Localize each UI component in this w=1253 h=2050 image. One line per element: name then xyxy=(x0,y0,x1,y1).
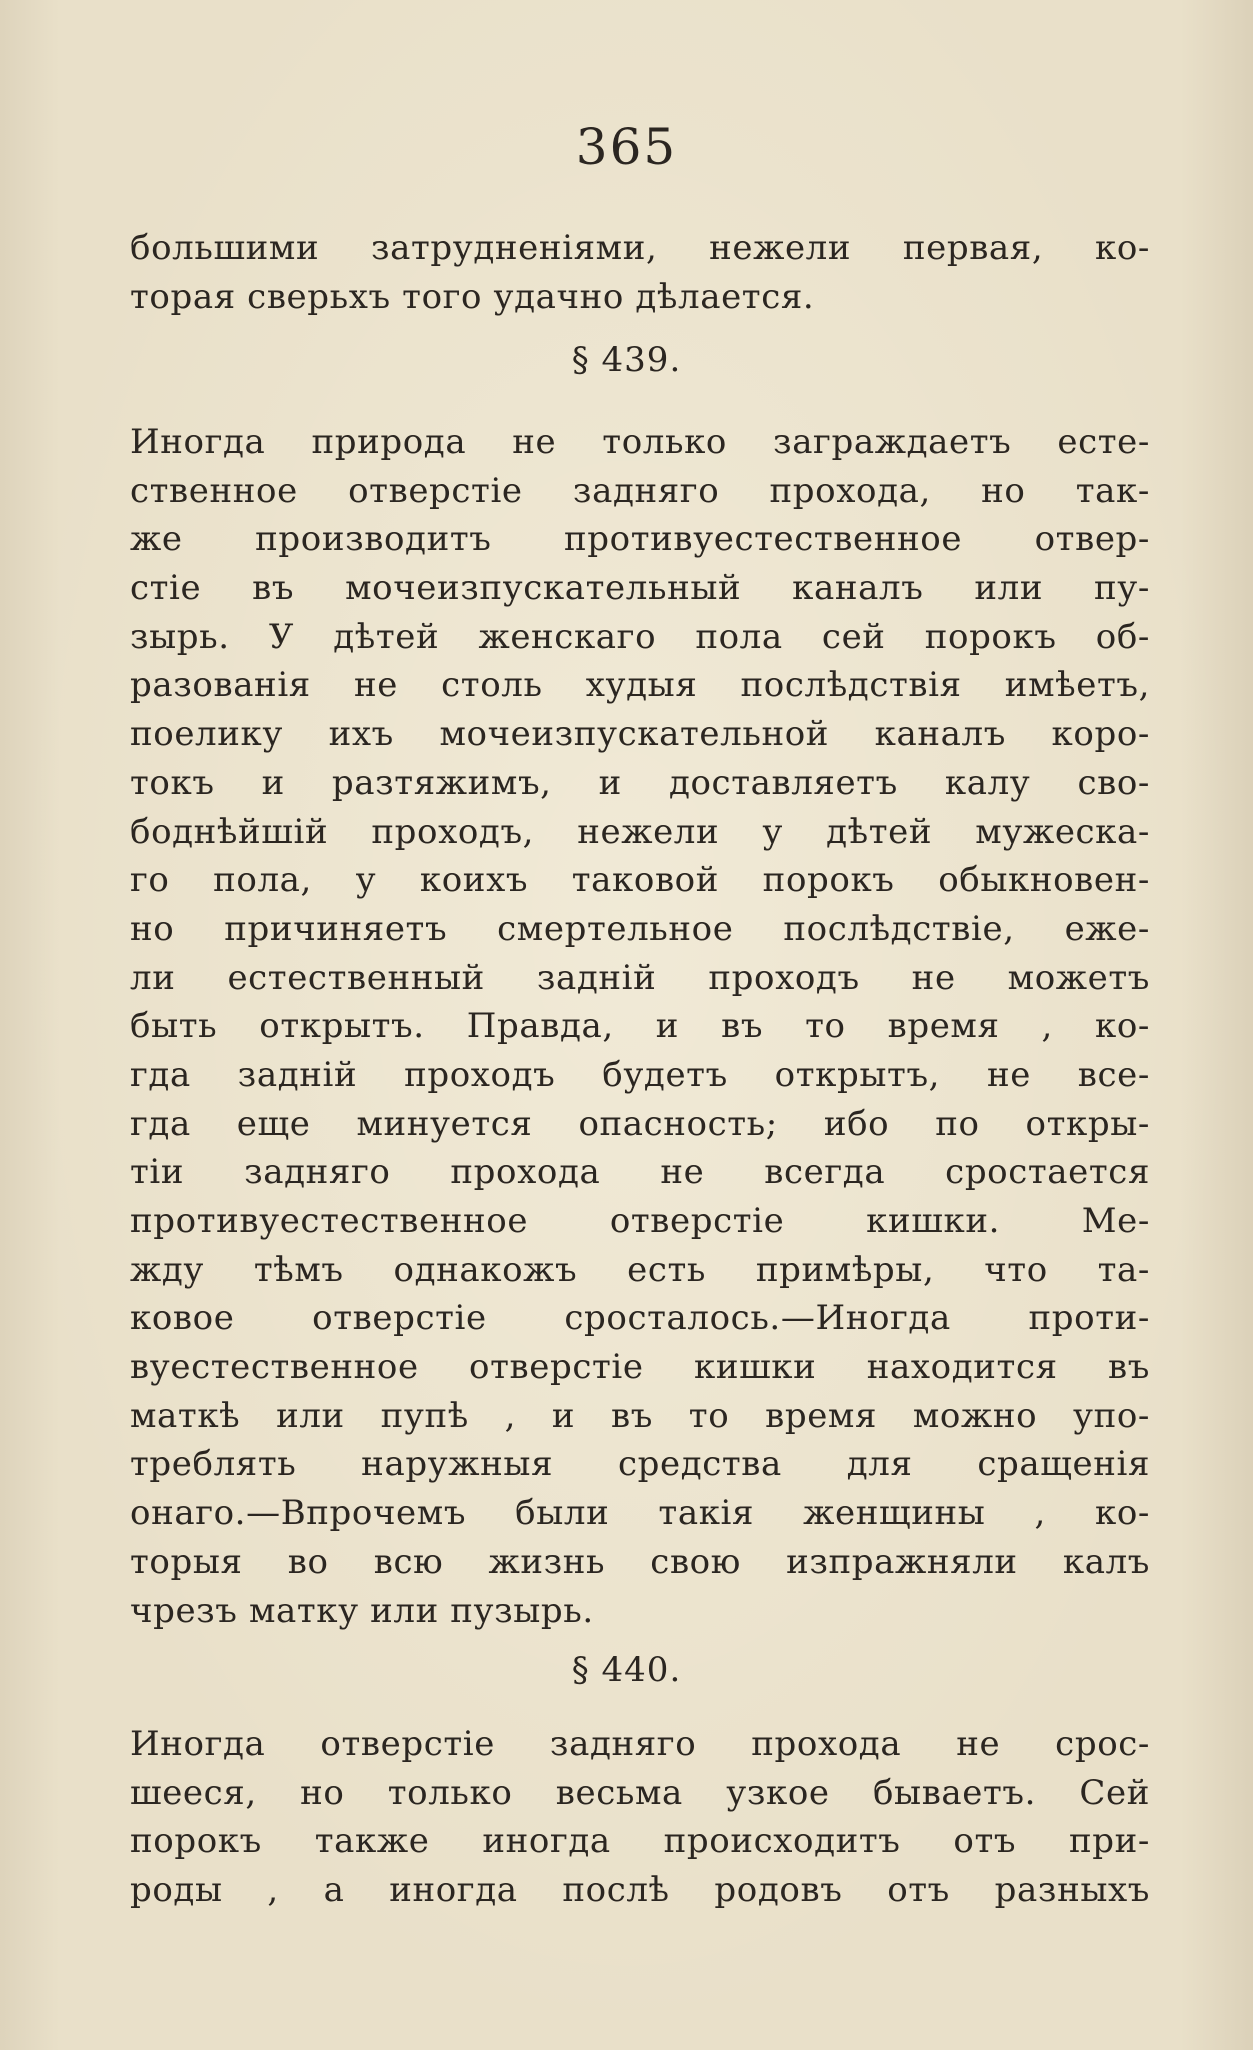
text-line: боднѣйшiй проходъ, нежели у дѣтей мужеска- xyxy=(130,811,1150,852)
text-line: большими затрудненiями, нежели первая, ко- xyxy=(130,228,1150,268)
text-line: но причиняетъ смертельное послѣдствiе, еже- xyxy=(130,908,1150,949)
text-line: вуестественное отверстiе кишки находится въ xyxy=(130,1347,1150,1388)
text-line: треблять наружныя средства для сращенiя xyxy=(130,1444,1150,1485)
text-line: жду тѣмъ однакожъ есть примѣры, что та- xyxy=(130,1249,1150,1290)
page-number: 365 xyxy=(575,118,678,176)
text-line: маткѣ или пупѣ , и въ то время можно упо- xyxy=(130,1395,1150,1436)
text-line: гда заднiй проходъ будетъ открытъ, не все- xyxy=(130,1054,1150,1095)
text-line: ли естественный заднiй проходъ не можетъ xyxy=(130,957,1150,998)
text-line: торая сверьхъ того удачно дѣлается. xyxy=(130,276,815,317)
text-line: тiи задняго прохода не всегда сростается xyxy=(130,1152,1150,1193)
text-line: зырь. У дѣтей женскаго пола сей порокъ об- xyxy=(130,616,1150,657)
text-line: поелику ихъ мочеизпускательной каналъ коро- xyxy=(130,714,1150,755)
text-line: роды , а иногда послѣ родовъ отъ разныхъ xyxy=(130,1870,1150,1911)
text-line: токъ и разтяжимъ, и доставляетъ калу сво- xyxy=(130,762,1150,803)
text-line: торыя во всю жизнь свою изпражняли калъ xyxy=(130,1541,1150,1582)
paragraph-section-440 xyxy=(130,1720,1150,1915)
text-line: онаго.—Впрочемъ были такiя женщины , ко- xyxy=(130,1493,1150,1534)
text-line: го пола, у коихъ таковой порокъ обыкновен- xyxy=(130,860,1150,901)
text-line: же производитъ противуестественное отвер- xyxy=(130,519,1150,560)
text-line: Иногда отверстiе задняго прохода не срос- xyxy=(130,1724,1150,1764)
text-line: ственное отверстiе задняго прохода, но так- xyxy=(130,470,1150,511)
paragraph-continuation xyxy=(130,224,1150,321)
text-line: шееся, но только весьма узкое бываетъ. Сей xyxy=(130,1772,1150,1813)
text-line: быть открытъ. Правда, и въ то время , ко- xyxy=(130,1006,1150,1047)
text-line: ковое отверстiе сросталось.—Иногда проти- xyxy=(130,1298,1150,1339)
text-line: противуестественное отверстiе кишки. Ме- xyxy=(130,1201,1150,1241)
section-heading-439: § 439. xyxy=(571,340,682,380)
text-line: порокъ также иногда происходитъ отъ при- xyxy=(130,1821,1150,1862)
text-line: разованiя не столь худыя послѣдствiя имѣетъ, xyxy=(130,665,1150,706)
text-line: чрезъ матку или пузырь. xyxy=(130,1590,594,1631)
section-heading-440: § 440. xyxy=(571,1650,682,1690)
text-line: гда еще минуется опасность; ибо по откры- xyxy=(130,1103,1150,1144)
text-line: стiе въ мочеизпускательный каналъ или пу- xyxy=(130,568,1150,609)
text-line: Иногда природа не только заграждаетъ есте- xyxy=(130,422,1150,462)
paragraph-section-439 xyxy=(130,418,1150,1635)
